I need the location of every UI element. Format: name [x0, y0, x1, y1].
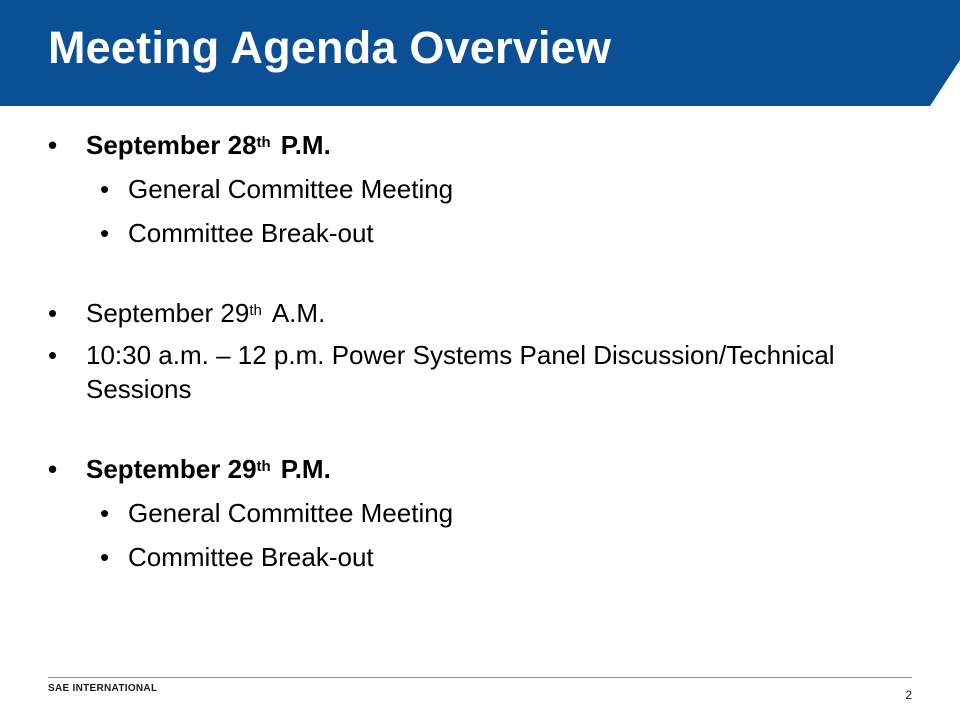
bullet-icon: • [100, 542, 110, 572]
ordinal-suffix: th [249, 302, 262, 319]
agenda-item-date: September 28 [86, 130, 257, 160]
agenda-item-sep28-pm [48, 128, 928, 162]
bullet-icon: • [48, 298, 58, 328]
agenda-item-period: P.M. [280, 130, 331, 160]
ordinal-suffix: th [256, 134, 271, 151]
agenda-subitem [48, 216, 928, 250]
agenda-item-sep29-pm [48, 452, 928, 486]
agenda-item-date: September 29 [86, 298, 250, 328]
agenda-subitem-label: General Committee Meeting [128, 174, 454, 204]
agenda-subitem [48, 496, 928, 530]
ordinal-suffix: th [256, 458, 271, 475]
agenda-item-label: 10:30 a.m. – 12 p.m. Power Systems Panel Discussion/Technical Sessions [86, 340, 835, 404]
agenda-item-period: A.M. [271, 298, 326, 328]
page-number: 2 [905, 688, 912, 702]
bullet-icon: • [100, 498, 110, 528]
slide-title: Meeting Agenda Overview [48, 22, 612, 73]
bullet-icon: • [100, 174, 110, 204]
agenda-list [48, 128, 928, 574]
agenda-subitem [48, 172, 928, 206]
bullet-icon: • [48, 454, 58, 484]
agenda-subitem [48, 540, 928, 574]
bullet-icon: • [48, 340, 58, 370]
agenda-subitem-label: General Committee Meeting [128, 498, 454, 528]
bullet-icon: • [100, 218, 110, 248]
agenda-item-date: September 29 [86, 454, 257, 484]
agenda-item-panel [48, 338, 928, 406]
agenda-subitem-label: Committee Break-out [128, 218, 374, 248]
title-bar [0, 0, 960, 106]
footer-organization: SAE INTERNATIONAL [48, 683, 158, 694]
agenda-item-sep29-am [48, 296, 928, 330]
agenda-item-period: P.M. [280, 454, 331, 484]
footer-divider [48, 677, 912, 678]
bullet-icon: • [48, 130, 58, 160]
agenda-subitem-label: Committee Break-out [128, 542, 374, 572]
